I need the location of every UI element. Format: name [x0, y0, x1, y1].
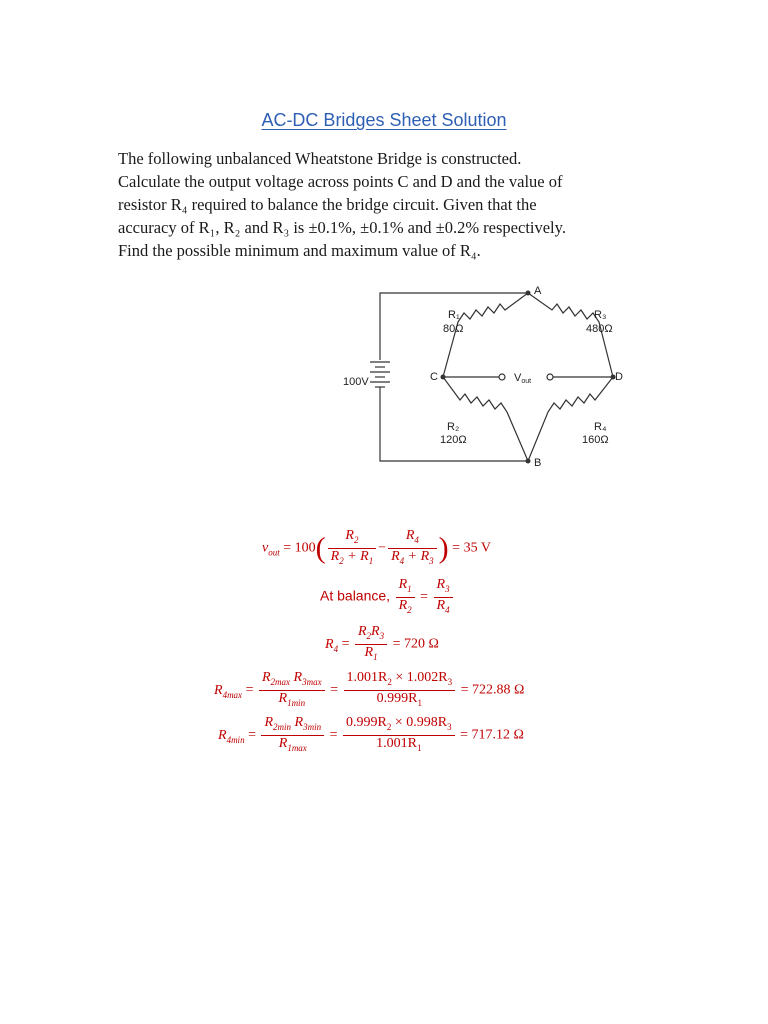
- vout-terminal-left: [499, 374, 505, 380]
- r4max-result: = 722.88 Ω: [460, 682, 525, 698]
- node-b-dot: [526, 459, 531, 464]
- arm-r4: [528, 377, 613, 461]
- r4min-result: = 717.12 Ω: [460, 727, 524, 743]
- problem-line-2: Calculate the output voltage across points C and D and the value of: [118, 172, 563, 191]
- r4-result: = 720 Ω: [392, 636, 439, 652]
- vout-label: Vout: [514, 372, 532, 385]
- node-a-label: A: [534, 285, 542, 297]
- r1-name: R₁: [448, 309, 460, 321]
- r1-value: 80Ω: [443, 323, 464, 335]
- problem-line-1: The following unbalanced Wheatstone Bridge is constructed.: [118, 149, 522, 168]
- node-c-dot: [441, 375, 446, 380]
- r4-name: R₄: [594, 421, 607, 433]
- source-label: 100V: [343, 376, 369, 388]
- vout-terminal-right: [547, 374, 553, 380]
- r2-name: R₂: [447, 421, 460, 433]
- arm-r3: [528, 293, 613, 377]
- arm-r2: [443, 377, 528, 461]
- r4-value: 160Ω: [582, 434, 609, 446]
- vout-result: = 35 V: [452, 540, 491, 556]
- r2-value: 120Ω: [440, 434, 467, 446]
- r3-value: 480Ω: [586, 323, 613, 335]
- problem-line-5: Find the possible minimum and maximum value of R₄.: [118, 241, 481, 260]
- node-d-label: D: [615, 371, 623, 383]
- page-title: AC-DC Bridges Sheet Solution: [261, 110, 507, 130]
- arm-r1: [443, 293, 528, 377]
- problem-statement: [118, 147, 618, 262]
- equation-balance: At balance, $\frac{R_1}{R_2}$ = $\frac{R_3}{R_4}$: [320, 577, 455, 618]
- wheatstone-bridge-diagram: [330, 280, 640, 480]
- node-b-label: B: [534, 457, 542, 469]
- problem-line-3: resistor R₄ required to balance the bridge circuit. Given that the: [118, 195, 537, 214]
- node-c-label: C: [430, 371, 438, 383]
- equation-r4max: $R_{4max}$ = $\frac{R_{2max} R_{3max}}{R_{1min}}$ = $\frac{1.001R_2 \times 1.002R_3}{0.999R_1}$ = 722.88 Ω: [214, 670, 525, 708]
- equation-r4min: $R_{4min}$ = $\frac{R_{2min} R_{3min}}{R_{1max}}$ = $\frac{0.999R_2 \times 0.998R_3}{1.001R_1}$ = 717.12 Ω: [218, 715, 524, 753]
- equation-r4: $R_4$ = $\frac{R_2R_3}{R_1}$ = 720 Ω: [325, 624, 439, 662]
- equation-vout: $v_{out} = 100$( $\frac{R_2}{R_2 + R_1}$ − $\frac{R_4}{R_4 + R_3}$ ) = 35 V: [262, 528, 491, 566]
- r3-name: R₃: [594, 309, 607, 321]
- problem-line-4: accuracy of R₁, R₂ and R₃ is ±0.1%, ±0.1% and ±0.2% respectively.: [118, 218, 566, 237]
- node-a-dot: [526, 291, 531, 296]
